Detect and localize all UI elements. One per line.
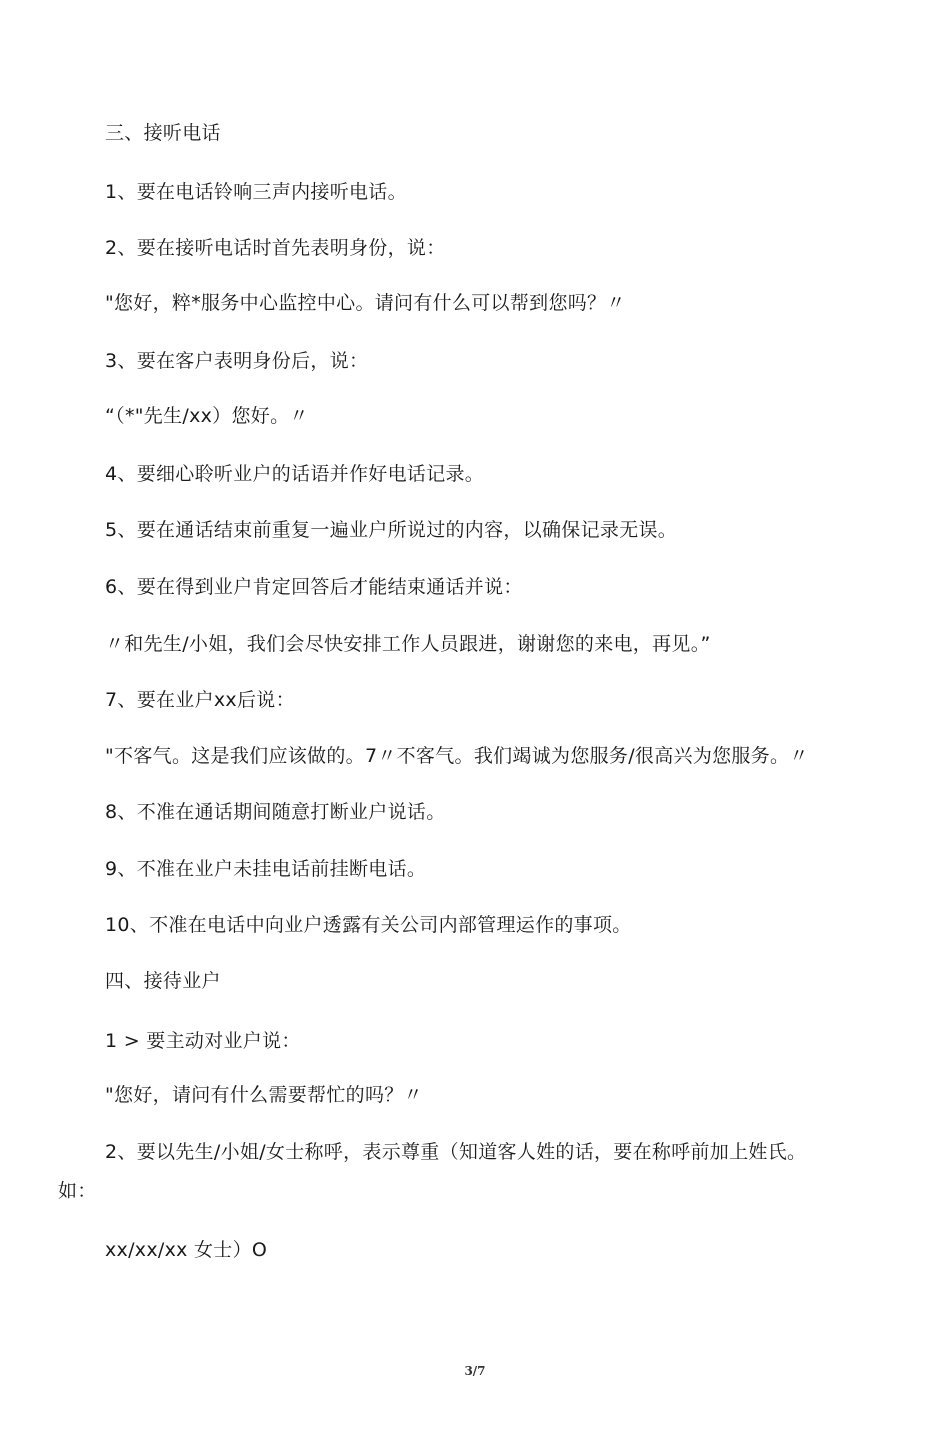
page-number: 3/7 xyxy=(464,1364,486,1378)
paragraph-line: “（*"先生/xx）您好。〃 xyxy=(105,405,309,427)
section-heading-receive-tenants: 四、接待业户 xyxy=(105,970,221,992)
paragraph-line: xx/xx/xx 女士）O xyxy=(105,1239,268,1261)
paragraph-wrapped-first: 2、要以先生/小姐/女士称呼，表示尊重（知道客人姓的话，要在称呼前加上姓氏。 xyxy=(105,1141,807,1163)
paragraph-line: 4、要细心聆听业户的话语并作好电话记录。 xyxy=(105,463,485,485)
paragraph-line: 9、不准在业户未挂电话前挂断电话。 xyxy=(105,858,427,880)
paragraph-line: 2、要在接听电话时首先表明身份，说： xyxy=(105,237,446,259)
paragraph-line: 10、不准在电话中向业户透露有关公司内部管理运作的事项。 xyxy=(105,914,632,936)
paragraph-line: 7、要在业户xx后说： xyxy=(105,689,295,711)
paragraph-line: 3、要在客户表明身份后，说： xyxy=(105,350,369,372)
paragraph-line: 8、不准在通话期间随意打断业户说话。 xyxy=(105,801,446,823)
paragraph-line: 6、要在得到业户肯定回答后才能结束通话并说： xyxy=(105,576,523,598)
paragraph-line: "您好，请问有什么需要帮忙的吗？〃 xyxy=(105,1084,423,1106)
paragraph-wrapped-continuation: 如： xyxy=(58,1180,97,1202)
section-heading-answer-phone: 三、接听电话 xyxy=(105,122,221,144)
paragraph-line: "不客气。这是我们应该做的。7〃不客气。我们竭诚为您服务/很高兴为您服务。〃 xyxy=(105,745,809,767)
paragraph-line: "您好，粹*服务中心监控中心。请问有什么可以帮到您吗？〃 xyxy=(105,292,626,314)
paragraph-line: 〃和先生/小姐，我们会尽快安排工作人员跟进，谢谢您的来电，再见。” xyxy=(105,633,711,655)
paragraph-line: 5、要在通话结束前重复一遍业户所说过的内容，以确保记录无误。 xyxy=(105,519,678,541)
paragraph-line: 1、要在电话铃响三声内接听电话。 xyxy=(105,181,407,203)
paragraph-line: 1 > 要主动对业户说： xyxy=(105,1030,301,1052)
